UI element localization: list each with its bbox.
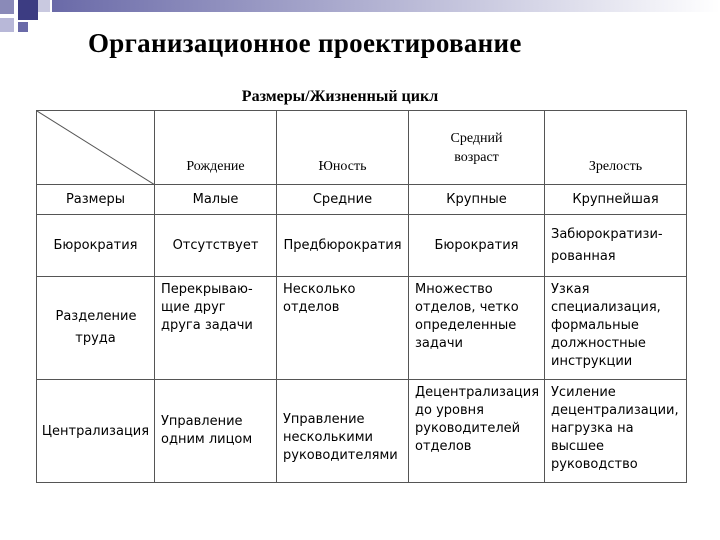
- header-youth: Юность: [277, 111, 409, 185]
- header-middle-age: [409, 111, 545, 185]
- cell: Отсутствует: [155, 215, 277, 277]
- row-label-bureaucracy: Бюрократия: [37, 215, 155, 277]
- cell-text: Управление одним лицом: [161, 414, 253, 447]
- decor-square-3: [0, 18, 14, 32]
- cell: [277, 277, 409, 380]
- cell-text: Управление несколькими руководителями: [283, 412, 398, 463]
- decor-square-5: [18, 22, 28, 32]
- cell: Средние: [277, 185, 409, 215]
- header-middle-age-text: Средний возраст: [450, 130, 503, 165]
- cell: [545, 215, 687, 277]
- cell: [155, 277, 277, 380]
- table-row: [37, 185, 687, 215]
- diagonal-line: [37, 111, 155, 185]
- cell: Крупные: [409, 185, 545, 215]
- table-row: [37, 380, 687, 483]
- lifecycle-table: [36, 110, 687, 483]
- row-label-text: Разделение труда: [55, 309, 137, 346]
- cell: [277, 380, 409, 483]
- decor-gradient-bar: [52, 0, 720, 12]
- cell-text: Множество отделов, четко определенные задачи: [415, 282, 519, 351]
- table-caption: Размеры/Жизненный цикл: [241, 88, 439, 105]
- cell-text: Несколько отделов: [283, 282, 356, 315]
- cell: [545, 380, 687, 483]
- header-maturity: Зрелость: [545, 111, 687, 185]
- header-birth: Рождение: [155, 111, 277, 185]
- corner-cell: [37, 111, 155, 185]
- cell: Предбюрократия: [277, 215, 409, 277]
- cell: [409, 380, 545, 483]
- decor-square-4: [38, 0, 50, 12]
- cell-text: Усиление децентрализации, нагрузка на высшее руководство: [551, 385, 679, 472]
- row-label-division-of-labor: [37, 277, 155, 380]
- cell: Крупнейшая: [545, 185, 687, 215]
- cell-text: Перекрываю- щие друг друга задачи: [161, 282, 253, 333]
- cell-text: Забюрократизи- рованная: [551, 226, 663, 264]
- row-label-size: Размеры: [37, 185, 155, 215]
- decor-square-2: [18, 0, 38, 20]
- table-header-row: [37, 111, 687, 185]
- cell: [155, 380, 277, 483]
- table-row: [37, 215, 687, 277]
- cell-text: Узкая специализация, формальные должностные инструкции: [551, 282, 661, 369]
- page-title: Организационное проектирование: [88, 28, 522, 58]
- cell: Бюрократия: [409, 215, 545, 277]
- decor-square-1: [0, 0, 14, 14]
- table-row: [37, 277, 687, 380]
- cell: [545, 277, 687, 380]
- cell-text: Децентрализация до уровня руководителей отделов: [415, 385, 540, 454]
- row-label-centralization: Централизация: [37, 380, 155, 483]
- cell: [409, 277, 545, 380]
- cell: Малые: [155, 185, 277, 215]
